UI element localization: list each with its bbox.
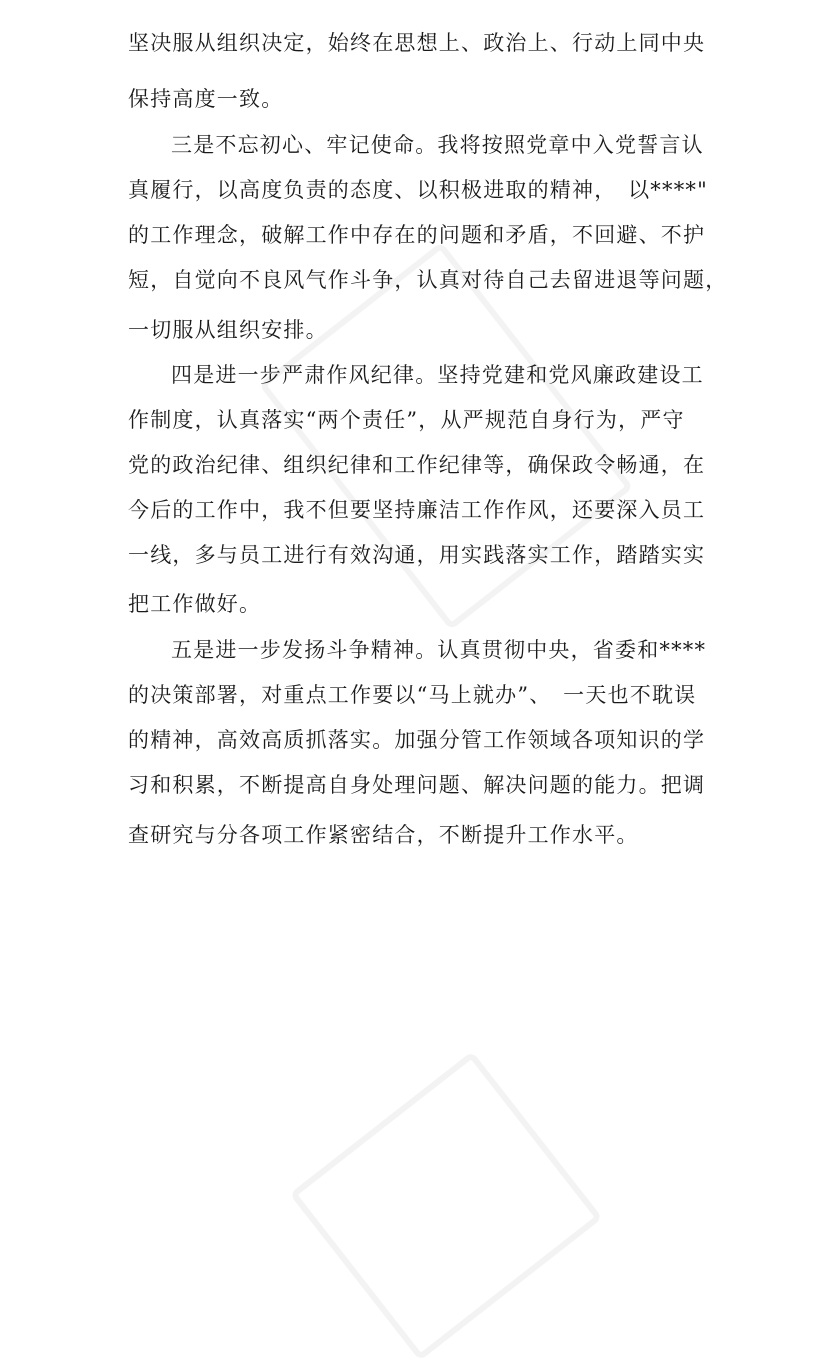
watermark (289, 1051, 602, 1361)
paragraph-start-line: 三是不忘初心、牢记使命。我将按照党章中入党誓言认 (171, 133, 704, 157)
watermark (259, 242, 634, 631)
text-line: 一切服从组织安排。 (128, 318, 328, 342)
text-line: 的决策部署，对重点工作要以“马上就办”、 一天也不耽误 (128, 683, 697, 707)
paragraph-start-line: 五是进一步发扬斗争精神。认真贯彻中央，省委和**** (171, 638, 707, 662)
text-line: 坚决服从组织决定，始终在思想上、政治上、行动上同中央 (128, 31, 706, 55)
text-line: 习和积累，不断提高自身处理问题、解决问题的能力。把调 (128, 773, 706, 797)
text-line: 真履行，以高度负责的态度、以积极进取的精神， 以****" (128, 178, 708, 202)
text-line: 保持高度一致。 (128, 87, 284, 111)
paragraph-start-line: 四是进一步严肃作风纪律。坚持党建和党风廉政建设工 (171, 363, 704, 387)
text-line: 一线，多与员工进行有效沟通，用实践落实工作，踏踏实实 (128, 543, 706, 567)
text-line: 作制度，认真落实“两个责任”，从严规范自身行为，严守 (128, 408, 685, 432)
text-line: 党的政治纪律、组织纪律和工作纪律等，确保政令畅通，在 (128, 453, 706, 477)
text-line: 的工作理念，破解工作中存在的问题和矛盾，不回避、不护 (128, 223, 706, 247)
text-line: 把工作做好。 (128, 592, 262, 616)
text-line: 的精神，高效高质抓落实。加强分管工作领域各项知识的学 (128, 728, 706, 752)
text-line: 短，自觉向不良风气作斗争，认真对待自己去留进退等问题， (128, 268, 728, 292)
text-line: 查研究与分各项工作紧密结合，不断提升工作水平。 (128, 823, 639, 847)
text-line: 今后的工作中，我不但要坚持廉洁工作作风，还要深入员工 (128, 498, 706, 522)
